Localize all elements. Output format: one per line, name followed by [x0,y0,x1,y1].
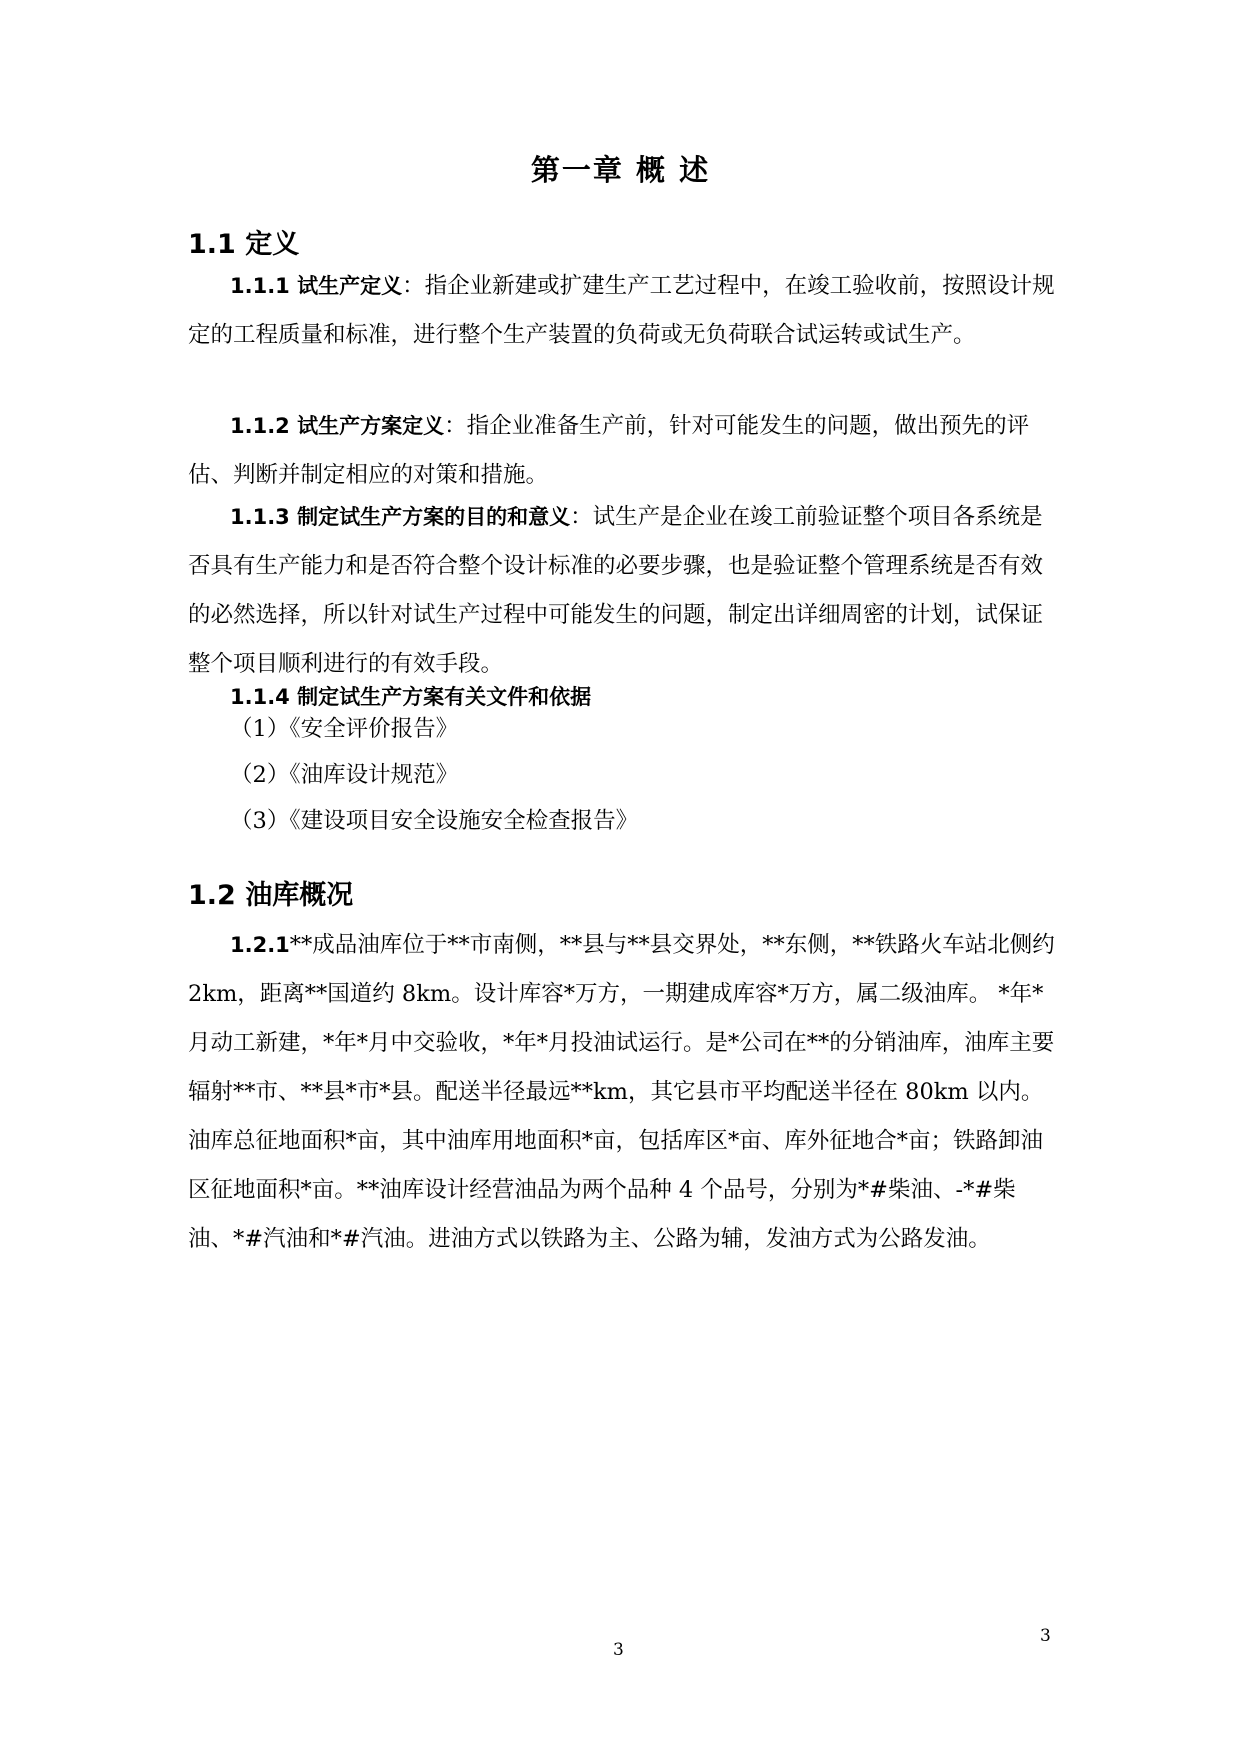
paragraph-term: 1.1.3 制定试生产方案的目的和意义 [230,505,571,529]
chapter-title: 第一章 概 述 [530,153,711,187]
paragraph-text: **成品油库位于**市南侧，**县与**县交界处，**东侧，**铁路火车站北侧约 2km，距离**国道约 8km。设计库容*万方，一期建成库容*万方，属二级油库。 *年*月动工新建，*年*月中交验收，*年*月投油试运行。是*公司在**的分销油库，油库主要辐射**市、**县*市*县。配送半径最远**km，其它县市平均配送半径在 80km 以内。油库总征地面积*亩，其中油库用地面积*亩，包括库区*亩、库外征地合*亩；铁路卸油区征地面积*亩。**油库设计经营油品为两个品种 4 个品号，分别为*#柴油、-*#柴油、*#汽油和*#汽油。进油方式以铁路为主、公路为辅，发油方式为公路发油。 [188,932,1055,1252]
paragraph-term: 1.1.1 试生产定义 [230,274,403,298]
reference-list-item: （3）《建设项目安全设施安全检查报告》 [230,808,639,834]
section-heading-1-1: 1.1 定义 [188,229,300,260]
reference-list-item: （1）《安全评价报告》 [230,716,459,742]
paragraph-1-1-1 [188,262,1058,360]
paragraph-1-1-3 [188,493,1058,689]
paragraph-text: ：试生产是企业在竣工前验证整个项目各系统是否具有生产能力和是否符合整个设计标准的必要步骤，也是验证整个管理系统是否有效的必然选择，所以针对试生产过程中可能发生的问题，制定出详细周密的计划，试保证整个项目顺利进行的有效手段。 [188,504,1044,677]
paragraph-1-1-2 [188,402,1058,500]
section-heading-1-2: 1.2 油库概况 [188,880,354,911]
paragraph-1-2-1 [188,921,1058,1264]
page-number: 3 [613,1640,624,1660]
paragraph-text: ：指企业准备生产前，针对可能发生的问题，做出预先的评估、判断并制定相应的对策和措施。 [188,413,1030,488]
paragraph-term: 1.2.1 [230,933,290,957]
page-number-right: 3 [1040,1626,1051,1646]
paragraph-term: 1.1.2 试生产方案定义 [230,414,445,438]
paragraph-text: ：指企业新建或扩建生产工艺过程中，在竣工验收前，按照设计规定的工程质量和标准，进行整个生产装置的负荷或无负荷联合试运转或试生产。 [188,273,1055,348]
paragraph-term: 1.1.4 制定试生产方案有关文件和依据 [230,685,592,709]
reference-list-item: （2）《油库设计规范》 [230,762,459,788]
